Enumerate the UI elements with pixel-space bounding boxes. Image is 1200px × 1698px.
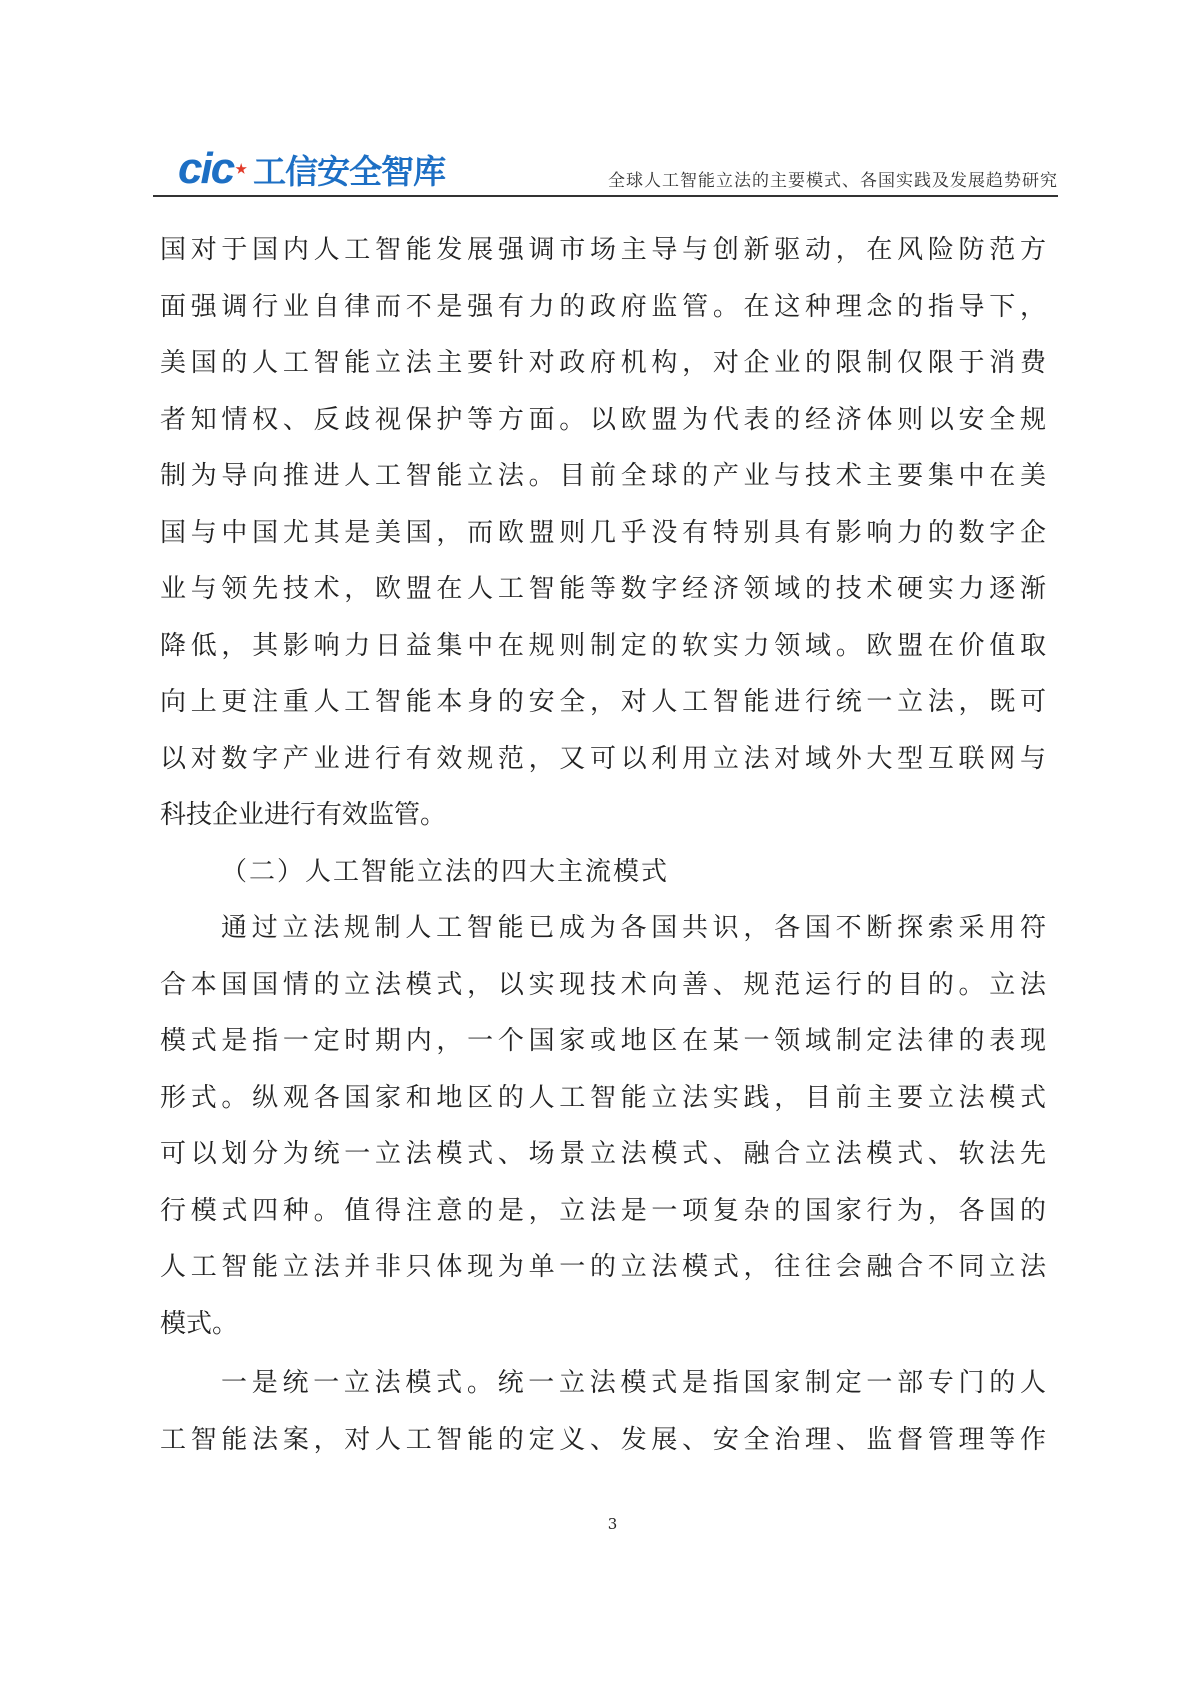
- paragraph-line: 国与中国尤其是美国，而欧盟则几乎没有特别具有影响力的数字企: [160, 517, 1046, 548]
- paragraph-line: 降低，其影响力日益集中在规则制定的软实力领域。欧盟在价值取: [160, 630, 1046, 661]
- paragraph-line: 以对数字产业进行有效规范，又可以利用立法对域外大型互联网与: [160, 743, 1046, 774]
- paragraph-line: 形式。纵观各国家和地区的人工智能立法实践，目前主要立法模式: [160, 1082, 1046, 1113]
- paragraph-line: 一是统一立法模式。统一立法模式是指国家制定一部专门的人: [221, 1368, 1046, 1398]
- paragraph-line: 者知情权、反歧视保护等方面。以欧盟为代表的经济体则以安全规: [160, 404, 1046, 435]
- paragraph-line: 美国的人工智能立法主要针对政府机构，对企业的限制仅限于消费: [160, 348, 1046, 378]
- paragraph-line: 工智能法案，对人工智能的定义、发展、安全治理、监督管理等作: [160, 1424, 1046, 1455]
- paragraph-line: 人工智能立法并非只体现为单一的立法模式，往往会融合不同立法: [160, 1252, 1046, 1282]
- paragraph-line: 模式是指一定时期内，一个国家或地区在某一领域制定法律的表现: [160, 1026, 1046, 1056]
- paragraph-line: 科技企业进行有效监管。: [160, 800, 447, 830]
- paragraph-line: 业与领先技术，欧盟在人工智能等数字经济领域的技术硬实力逐渐: [160, 574, 1046, 604]
- paragraph-line: 通过立法规制人工智能已成为各国共识，各国不断探索采用符: [221, 913, 1046, 943]
- paragraph-line: 制为导向推进人工智能立法。目前全球的产业与技术主要集中在美: [160, 461, 1046, 491]
- paragraph-line: 合本国国情的立法模式，以实现技术向善、规范运行的目的。立法: [160, 969, 1046, 1000]
- section-heading: （二）人工智能立法的四大主流模式: [221, 856, 670, 887]
- page-number: 3: [607, 1515, 618, 1533]
- star-icon: [235, 163, 247, 175]
- paragraph-line: 模式。: [160, 1308, 239, 1339]
- logo-chinese: 工信安全智库: [253, 151, 446, 191]
- paragraph-line: 可以划分为统一立法模式、场景立法模式、融合立法模式、软法先: [160, 1139, 1046, 1169]
- cic-logo: [178, 144, 445, 194]
- page-header: [153, 140, 1058, 197]
- document-body: [160, 228, 1046, 1474]
- document-title: 全球人工智能立法的主要模式、各国实践及发展趋势研究: [608, 171, 1058, 191]
- paragraph-line: 国对于国内人工智能发展强调市场主导与创新驱动，在风险防范方: [160, 235, 1046, 265]
- logo-latin: cic: [178, 144, 234, 193]
- paragraph-line: 向上更注重人工智能本身的安全，对人工智能进行统一立法，既可: [160, 687, 1046, 717]
- paragraph-line: 行模式四种。值得注意的是，立法是一项复杂的国家行为，各国的: [160, 1195, 1046, 1226]
- paragraph-line: 面强调行业自律而不是强有力的政府监管。在这种理念的指导下，: [160, 291, 1046, 322]
